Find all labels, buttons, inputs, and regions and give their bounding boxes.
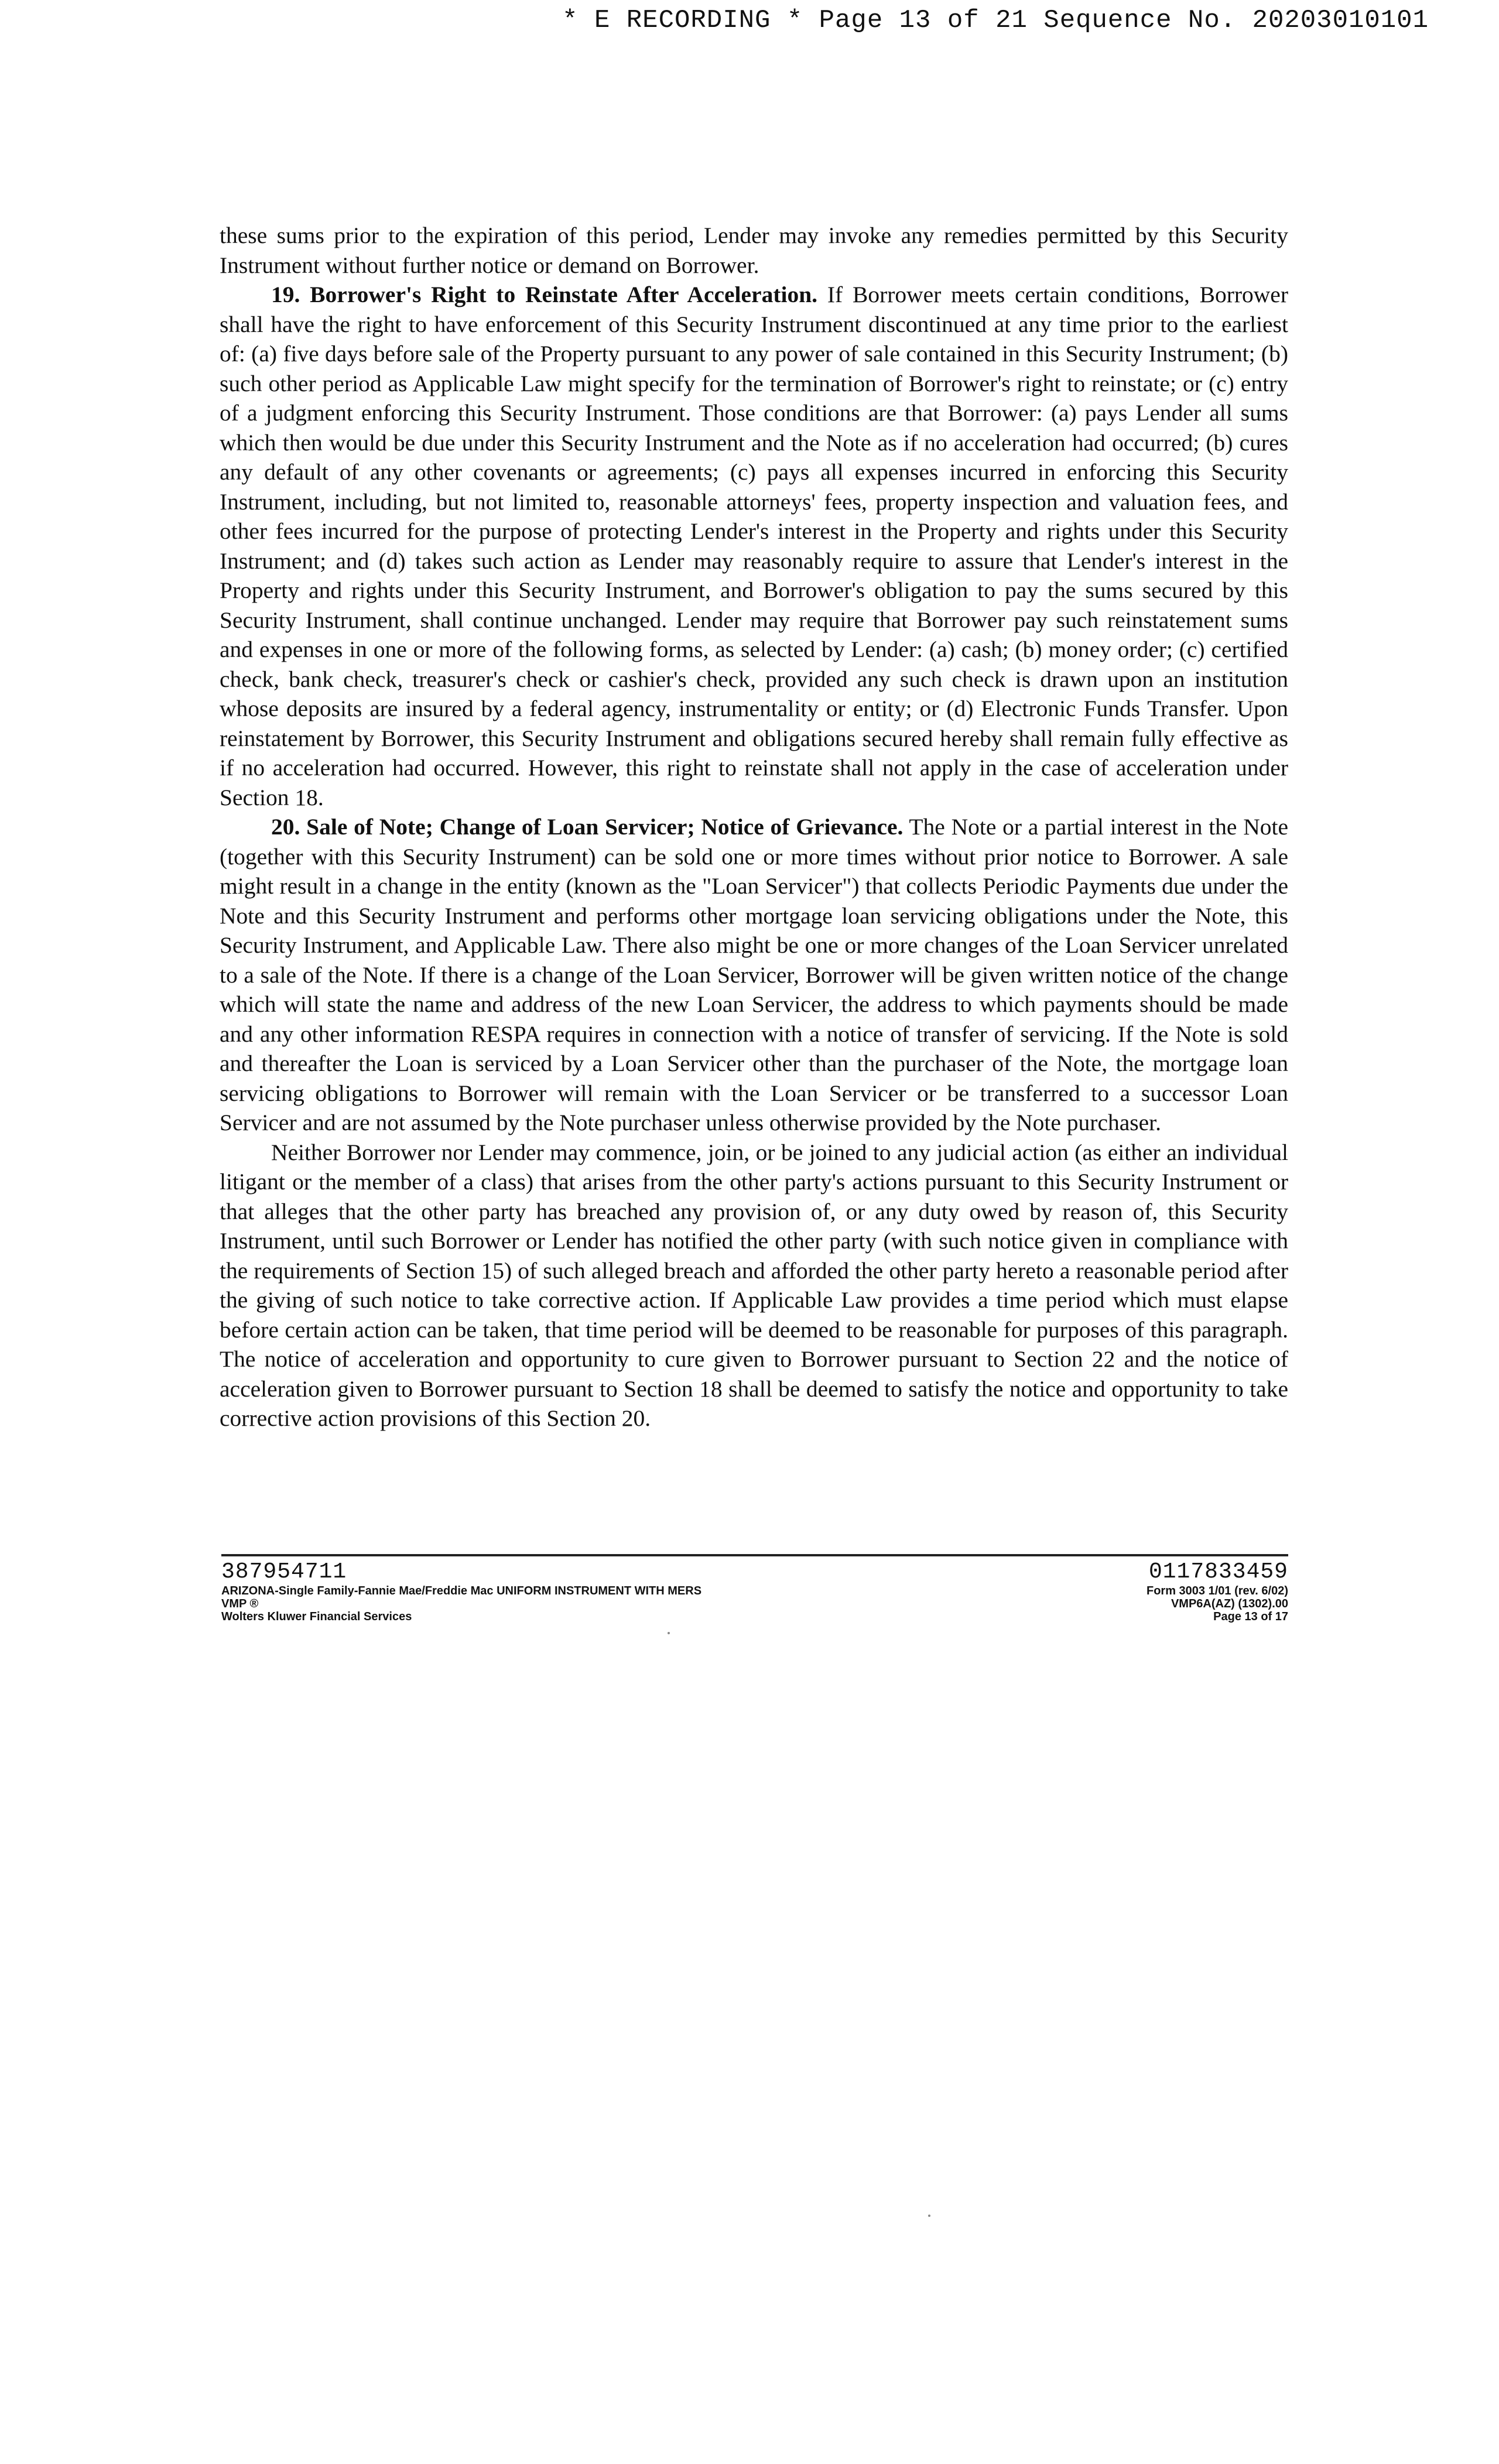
loan-number: 387954711 [221,1559,347,1585]
document-number: 0117833459 [1148,1559,1288,1585]
document-body [220,221,1288,1433]
publisher-name: Wolters Kluwer Financial Services [221,1610,412,1623]
paragraph-continuation: these sums prior to the expiration of this period, Lender may invoke any remedies permitted by this Security Instrument without further notice or demand on Borrower. [220,223,1288,278]
footer-divider [221,1554,1288,1556]
section-20 [220,812,1288,1138]
section-19 [220,280,1288,812]
vmp-mark: VMP ® [221,1597,259,1610]
section-19-text: If Borrower meets certain conditions, Borrower shall have the right to have enforcement of this Security Instrument discontinued at any time prior to the earliest of: (a) five days before sale of the Property pursuant to any power of sale contained in this Security Instrument; (b) such other period as Applicable Law might specify for the termination of Borrower's right to reinstate; or (c) entry of a judgment enforcing this Security Instrument. Those conditions are that Borrower: (a) pays Lender all sums which then would be due under this Security Instrument and the Note as if no acceleration had occurred; (b) cures any default of any other covenants or agreements; (c) pays all expenses incurred in enforcing this Security Instrument, including, but not limited to, reasonable attorneys' fees, property inspection and valuation fees, and other fees incurred for the purpose of protecting Lender's interest in the Property and rights under this Security Instrument; and (d) takes such action as Lender may reasonably require to assure that Lender's interest in the Property and rights under this Security Instrument, and Borrower's obligation to pay the sums secured by this Security Instrument, shall continue unchanged. Lender may require that Borrower pay such reinstatement sums and expenses in one or more of the following forms, as selected by Lender: (a) cash; (b) money order; (c) certified check, bank check, treasurer's check or cashier's check, provided any such check is drawn upon an institution whose deposits are insured by a federal agency, instrumentality or entity; or (d) Electronic Funds Transfer. Upon reinstatement by Borrower, this Security Instrument and obligations secured hereby shall remain fully effective as if no acceleration had occurred. However, this right to reinstate shall not apply in the case of acceleration under Section 18. [220,282,1288,810]
form-title: ARIZONA-Single Family-Fannie Mae/Freddie Mac UNIFORM INSTRUMENT WITH MERS [221,1585,702,1597]
page-label: Page 13 of 17 [1213,1610,1288,1623]
paragraph-neither-borrower: Neither Borrower nor Lender may commence, join, or be joined to any judicial action (as either an individual litigant or the member of a class) that arises from the other party's actions pursuant to this Security Instrument or that alleges that the other party has breached any provision of, or any duty owed by reason of, this Security Instrument, until such Borrower or Lender has notified the other party (with such notice given in compliance with the requirements of Section 15) of such alleged breach and afforded the other party hereto a reasonable period after the giving of such notice to take corrective action. If Applicable Law provides a time period which must elapse before certain action can be taken, that time period will be deemed to be reasonable for purposes of this paragraph. The notice of acceleration and opportunity to cure given to Borrower pursuant to Section 22 and the notice of acceleration given to Borrower pursuant to Section 18 shall be deemed to satisfy the notice and opportunity to take corrective action provisions of this Section 20. [220,1139,1288,1431]
scan-speck [928,2215,930,2217]
form-code: VMP6A(AZ) (1302).00 [1171,1597,1288,1610]
footer-left [221,1560,701,1623]
form-number: Form 3003 1/01 (rev. 6/02) [1147,1585,1288,1597]
scan-speck [668,1632,670,1634]
section-20-heading: 20. Sale of Note; Change of Loan Servicer; Notice of Grievance. [271,814,903,840]
footer-right [1072,1560,1288,1623]
recording-stamp: * E RECORDING * Page 13 of 21 Sequence No. 20203010101 [562,6,1429,35]
section-20-text: The Note or a partial interest in the Note (together with this Security Instrument) can be sold one or more times without prior notice to Borrower. A sale might result in a change in the entity (known as the "Loan Servicer") that collects Periodic Payments due under the Note and this Security Instrument and performs other mortgage loan servicing obligations under the Note, this Security Instrument, and Applicable Law. There also might be one or more changes of the Loan Servicer unrelated to a sale of the Note. If there is a change of the Loan Servicer, Borrower will be given written notice of the change which will state the name and address of the new Loan Servicer, the address to which payments should be made and any other information RESPA requires in connection with a notice of transfer of servicing. If the Note is sold and thereafter the Loan is serviced by a Loan Servicer other than the purchaser of the Note, the mortgage loan servicing obligations to Borrower will remain with the Loan Servicer or be transferred to a successor Loan Servicer and are not assumed by the Note purchaser unless otherwise provided by the Note purchaser. [220,814,1288,1135]
section-19-heading: 19. Borrower's Right to Reinstate After Acceleration. [271,282,818,307]
